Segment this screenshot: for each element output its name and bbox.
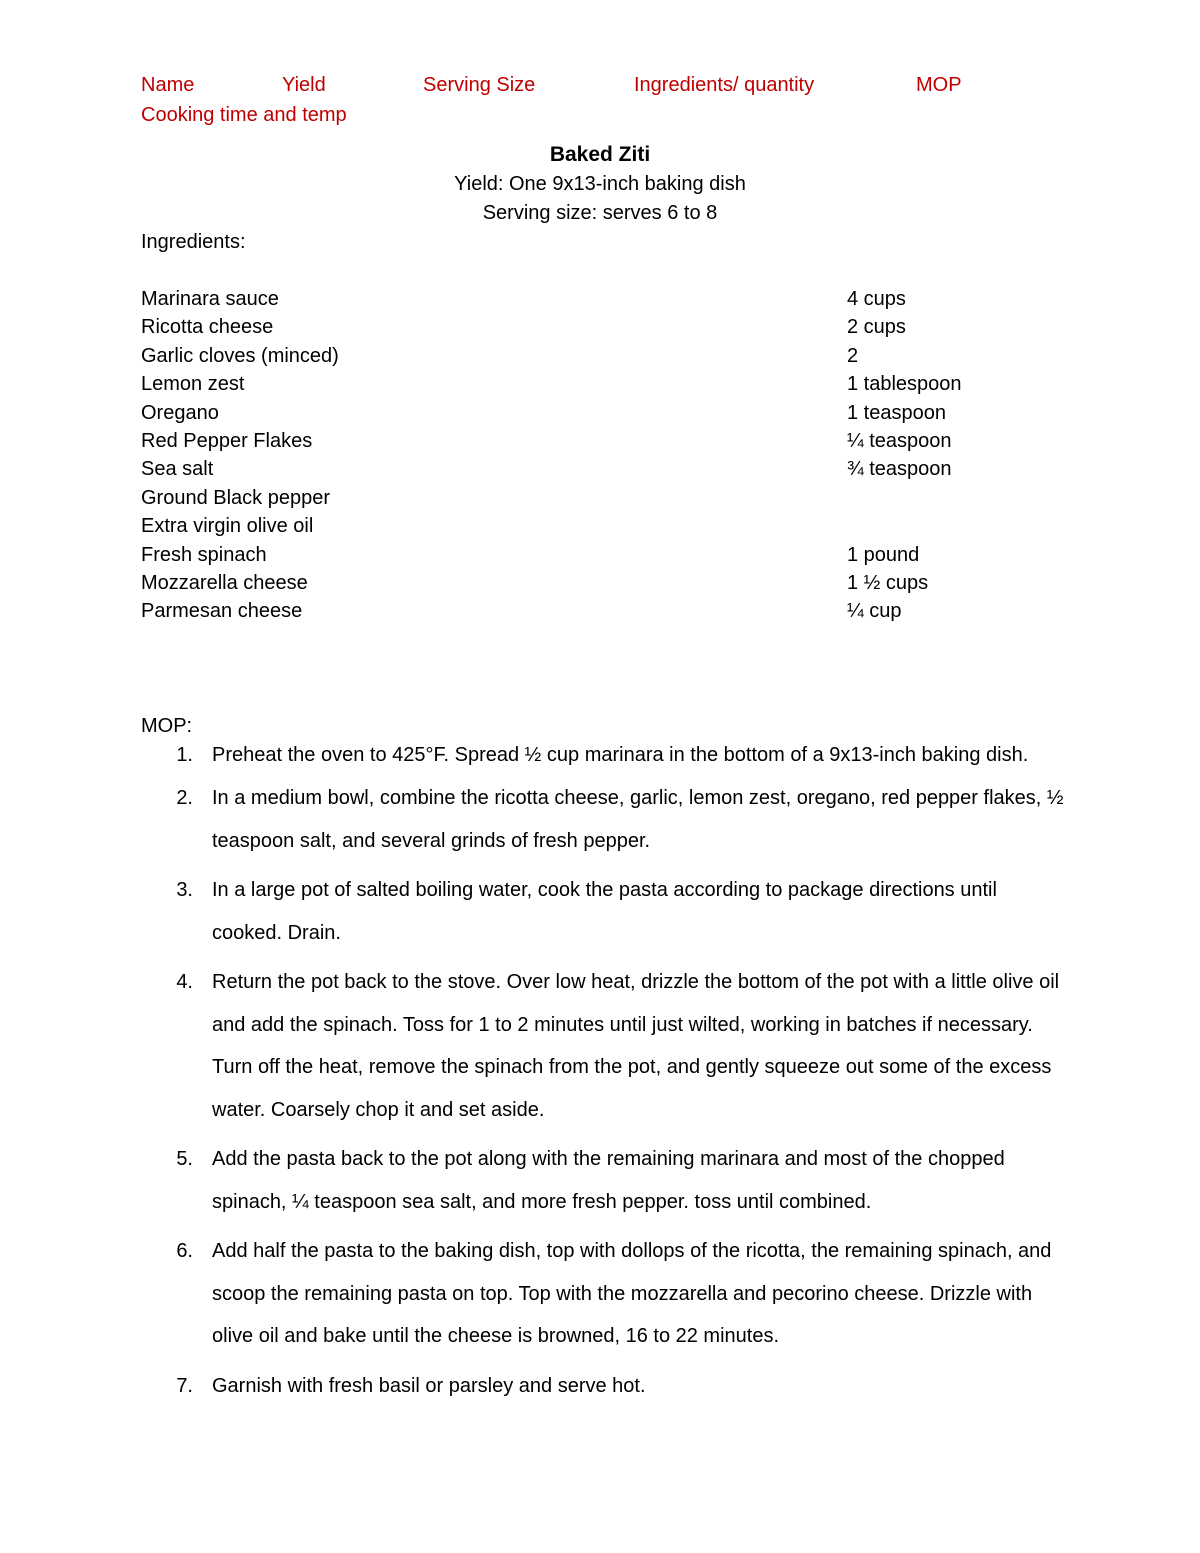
ingredient-row — [141, 285, 1041, 313]
ingredient-quantity: 1 ½ cups — [847, 571, 929, 594]
method-step — [141, 741, 1071, 770]
ingredient-row — [141, 541, 1041, 569]
step-number: 6. — [176, 1240, 193, 1262]
ingredient-quantity: ¼ cup — [847, 600, 902, 623]
ingredient-row — [141, 597, 1041, 625]
ingredient-quantity: 2 cups — [847, 316, 906, 339]
ingredient-row — [141, 569, 1041, 597]
ingredient-quantity: 4 cups — [847, 288, 906, 310]
ingredient-row — [141, 370, 1041, 398]
step-text: Add half the pasta to the baking dish, top with dollops of the ricotta, the remaining spinach, and scoop the remaining pasta on top. Top with the mozzarella and pecorino cheese. Drizzle with olive oil and bake until the cheese is browned, 16 to 22 minutes. — [212, 1240, 1052, 1347]
header-serving-size: Serving Size — [423, 74, 536, 96]
ingredients-label: Ingredients: — [141, 231, 246, 253]
step-number: 7. — [176, 1374, 193, 1397]
header-ingredients-quantity: Ingredients/ quantity — [634, 74, 815, 96]
ingredient-row — [141, 484, 1041, 512]
method-step — [141, 869, 1071, 954]
method-step — [141, 1230, 1071, 1358]
ingredient-name: Red Pepper Flakes — [141, 429, 313, 452]
ingredient-name: Mozzarella cheese — [141, 571, 308, 594]
step-number: 2. — [176, 787, 193, 809]
recipe-title: Baked Ziti — [549, 143, 651, 166]
method-step — [141, 1138, 1071, 1223]
step-text: In a large pot of salted boiling water, cook the pasta according to package directions until cooked. Drain. — [212, 879, 997, 944]
recipe-heading — [0, 140, 1200, 228]
ingredient-row — [141, 512, 1041, 540]
ingredient-name: Ricotta cheese — [141, 316, 274, 339]
template-header — [141, 70, 1041, 130]
step-number: 4. — [176, 971, 193, 993]
recipe-yield: Yield: One 9x13-inch baking dish — [454, 173, 746, 195]
step-number: 3. — [176, 879, 193, 901]
ingredient-quantity: 1 tablespoon — [847, 373, 962, 396]
method-step — [141, 961, 1071, 1131]
method-step — [141, 1365, 1071, 1408]
ingredient-quantity: 2 — [847, 344, 859, 367]
ingredient-name: Parmesan cheese — [141, 600, 303, 623]
step-text: Add the pasta back to the pot along with the remaining marinara and most of the chopped spinach, ¼ teaspoon sea salt, and more fresh pepper. toss until combined. — [212, 1148, 1005, 1213]
method-step — [141, 777, 1071, 862]
ingredient-name: Sea salt — [141, 458, 214, 481]
step-text: Return the pot back to the stove. Over low heat, drizzle the bottom of the pot with a little olive oil and add the spinach. Toss for 1 to 2 minutes until just wilted, working in batches if necessary. Turn off the heat, remove the spinach from the pot, and gently squeeze out some of the excess water. Coarsely chop it and set aside. — [212, 971, 1060, 1121]
ingredient-name: Oregano — [141, 401, 219, 424]
ingredient-name: Fresh spinach — [141, 543, 267, 566]
ingredient-row — [141, 313, 1041, 341]
header-mop: MOP — [916, 74, 962, 96]
mop-label: MOP: — [141, 715, 193, 737]
ingredient-quantity: ¼ teaspoon — [847, 429, 952, 452]
ingredient-name: Lemon zest — [141, 373, 245, 396]
ingredient-row — [141, 399, 1041, 427]
ingredient-quantity: 1 teaspoon — [847, 401, 946, 424]
step-text: Preheat the oven to 425°F. Spread ½ cup marinara in the bottom of a 9x13-inch baking dish. — [212, 744, 1029, 766]
ingredient-name: Extra virgin olive oil — [141, 515, 314, 538]
header-name: Name — [141, 74, 195, 96]
header-yield: Yield — [282, 74, 326, 96]
ingredient-row — [141, 455, 1041, 483]
ingredient-name: Garlic cloves (minced) — [141, 344, 339, 367]
step-text: Garnish with fresh basil or parsley and serve hot. — [212, 1374, 646, 1397]
ingredient-row — [141, 427, 1041, 455]
header-cooking-time: Cooking time and temp — [141, 104, 347, 126]
ingredient-name: Marinara sauce — [141, 288, 279, 310]
ingredient-row — [141, 342, 1041, 370]
ingredient-quantity: 1 pound — [847, 543, 920, 566]
method-list — [141, 741, 1071, 1420]
step-number: 1. — [176, 744, 193, 766]
ingredient-quantity: ¾ teaspoon — [847, 458, 952, 481]
ingredient-name: Ground Black pepper — [141, 486, 331, 509]
step-text: In a medium bowl, combine the ricotta cheese, garlic, lemon zest, oregano, red pepper flakes, ½ teaspoon salt, and several grinds of fresh pepper. — [212, 787, 1064, 852]
ingredients-table — [141, 285, 1041, 626]
recipe-serving-size: Serving size: serves 6 to 8 — [482, 202, 718, 224]
step-number: 5. — [176, 1148, 193, 1170]
